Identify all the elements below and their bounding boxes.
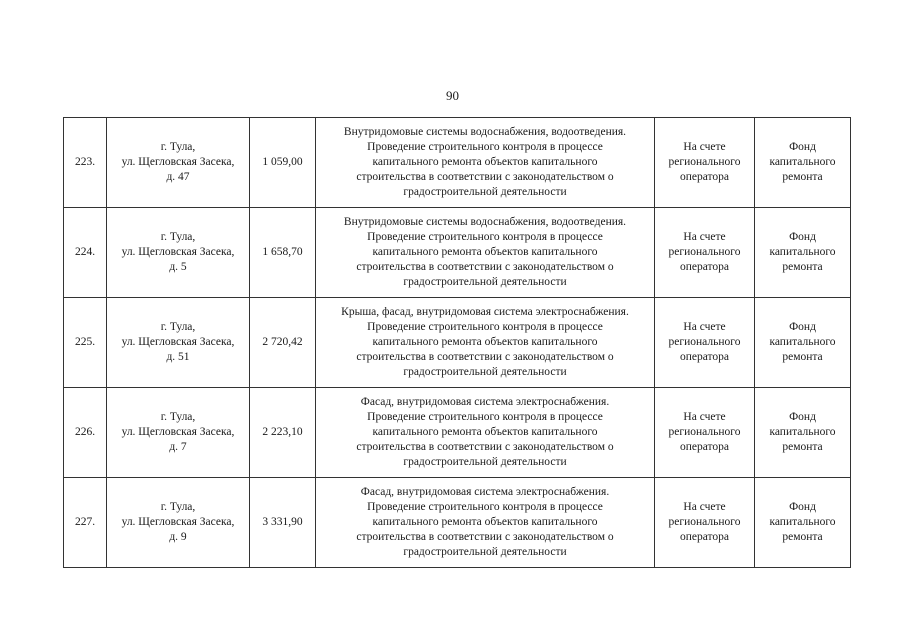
row-index [64, 208, 107, 298]
works-line: Проведение строительного контроля в процессе [367, 141, 603, 153]
works-line: Проведение строительного контроля в процессе [367, 501, 603, 513]
page-number: 90 [446, 88, 459, 103]
account-cell [655, 208, 755, 298]
area-cell [250, 478, 316, 568]
address-line: ул. Щегловская Засека, [121, 246, 235, 258]
address-cell [107, 298, 250, 388]
works-line: строительства в соответствии с законодательством о [356, 351, 614, 363]
table-row [64, 208, 851, 298]
works-cell [316, 478, 655, 568]
works-line: Внутридомовые системы водоснабжения, водоотведения. [343, 126, 627, 138]
works-line: строительства в соответствии с законодательством о [356, 171, 614, 183]
row-index-text: 224. [74, 246, 96, 258]
address-cell [107, 208, 250, 298]
works-line: градостроительной деятельности [403, 366, 567, 378]
account-line: оператора [679, 351, 730, 363]
fund-line: ремонта [782, 441, 823, 453]
address-cell [107, 388, 250, 478]
row-index [64, 388, 107, 478]
account-line: На счете [683, 501, 726, 513]
works-line: Фасад, внутридомовая система электроснабжения. [360, 486, 610, 498]
fund-cell [755, 118, 851, 208]
table-row [64, 298, 851, 388]
fund-line: ремонта [782, 261, 823, 273]
address-line: г. Тула, [160, 321, 196, 333]
address-line: д. 51 [166, 351, 190, 363]
address-line: д. 5 [169, 261, 187, 273]
address-line: г. Тула, [160, 501, 196, 513]
account-line: оператора [679, 441, 730, 453]
fund-line: капитального [769, 246, 836, 258]
works-cell [316, 208, 655, 298]
address-line: г. Тула, [160, 231, 196, 243]
fund-line: Фонд [789, 321, 816, 333]
address-line: д. 7 [169, 441, 187, 453]
works-cell [316, 298, 655, 388]
fund-line: ремонта [782, 351, 823, 363]
account-line: оператора [679, 531, 730, 543]
area-cell [250, 388, 316, 478]
account-cell [655, 388, 755, 478]
row-index [64, 298, 107, 388]
works-line: строительства в соответствии с законодательством о [356, 531, 614, 543]
area-value: 1 658,70 [262, 246, 303, 258]
account-line: регионального [668, 156, 741, 168]
address-line: ул. Щегловская Засека, [121, 336, 235, 348]
works-line: капитального ремонта объектов капитального [372, 336, 598, 348]
account-line: регионального [668, 516, 741, 528]
works-line: градостроительной деятельности [403, 186, 567, 198]
account-cell [655, 298, 755, 388]
works-line: строительства в соответствии с законодательством о [356, 441, 614, 453]
works-line: градостроительной деятельности [403, 276, 567, 288]
works-line: градостроительной деятельности [403, 546, 567, 558]
works-line: Проведение строительного контроля в процессе [367, 321, 603, 333]
area-value: 1 059,00 [262, 156, 303, 168]
account-line: регионального [668, 336, 741, 348]
area-cell [250, 298, 316, 388]
works-line: Фасад, внутридомовая система электроснабжения. [360, 396, 610, 408]
row-index-text: 226. [74, 426, 96, 438]
account-line: оператора [679, 261, 730, 273]
account-line: На счете [683, 141, 726, 153]
fund-cell [755, 388, 851, 478]
fund-line: Фонд [789, 411, 816, 423]
row-index [64, 118, 107, 208]
account-line: регионального [668, 246, 741, 258]
fund-cell [755, 208, 851, 298]
fund-line: Фонд [789, 141, 816, 153]
table-body [64, 118, 851, 568]
area-cell [250, 118, 316, 208]
address-line: ул. Щегловская Засека, [121, 426, 235, 438]
address-line: ул. Щегловская Засека, [121, 156, 235, 168]
address-line: ул. Щегловская Засека, [121, 516, 235, 528]
account-line: регионального [668, 426, 741, 438]
row-index [64, 478, 107, 568]
account-cell [655, 478, 755, 568]
works-cell [316, 388, 655, 478]
table-row [64, 478, 851, 568]
works-line: градостроительной деятельности [403, 456, 567, 468]
fund-line: капитального [769, 426, 836, 438]
address-cell [107, 478, 250, 568]
account-line: На счете [683, 231, 726, 243]
fund-line: капитального [769, 156, 836, 168]
account-line: оператора [679, 171, 730, 183]
address-line: г. Тула, [160, 141, 196, 153]
works-line: капитального ремонта объектов капитального [372, 156, 598, 168]
address-line: д. 47 [166, 171, 190, 183]
works-line: Проведение строительного контроля в процессе [367, 231, 603, 243]
works-line: Проведение строительного контроля в процессе [367, 411, 603, 423]
row-index-text: 225. [74, 336, 96, 348]
account-line: На счете [683, 411, 726, 423]
area-value: 2 720,42 [262, 336, 303, 348]
row-index-text: 223. [74, 156, 96, 168]
area-value: 2 223,10 [262, 426, 303, 438]
fund-line: капитального [769, 516, 836, 528]
works-line: капитального ремонта объектов капитального [372, 246, 598, 258]
address-cell [107, 118, 250, 208]
row-index-text: 227. [74, 516, 96, 528]
fund-line: капитального [769, 336, 836, 348]
works-line: Внутридомовые системы водоснабжения, водоотведения. [343, 216, 627, 228]
works-line: строительства в соответствии с законодательством о [356, 261, 614, 273]
works-cell [316, 118, 655, 208]
area-value: 3 331,90 [262, 516, 303, 528]
fund-line: ремонта [782, 531, 823, 543]
works-line: капитального ремонта объектов капитального [372, 516, 598, 528]
table-row [64, 118, 851, 208]
address-line: д. 9 [169, 531, 187, 543]
table-row [64, 388, 851, 478]
account-cell [655, 118, 755, 208]
fund-line: ремонта [782, 171, 823, 183]
fund-line: Фонд [789, 231, 816, 243]
fund-cell [755, 298, 851, 388]
account-line: На счете [683, 321, 726, 333]
works-line: капитального ремонта объектов капитального [372, 426, 598, 438]
address-line: г. Тула, [160, 411, 196, 423]
works-line: Крыша, фасад, внутридомовая система электроснабжения. [341, 306, 629, 318]
registry-table [63, 117, 851, 568]
fund-line: Фонд [789, 501, 816, 513]
area-cell [250, 208, 316, 298]
fund-cell [755, 478, 851, 568]
